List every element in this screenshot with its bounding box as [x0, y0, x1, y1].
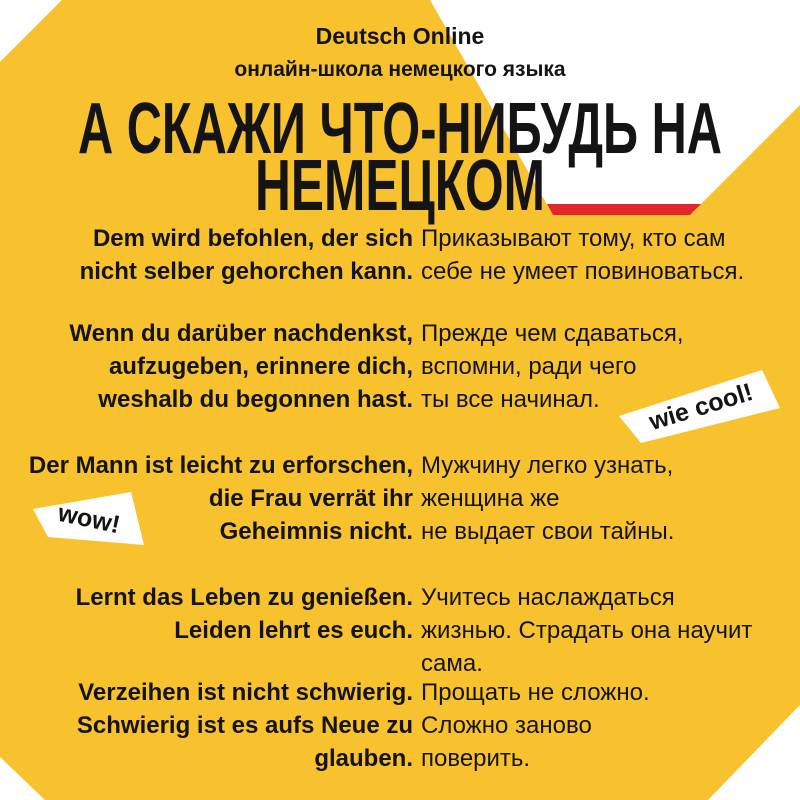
russian-line: вспомни, ради чего: [421, 353, 637, 380]
russian-line: ты все начинал.: [421, 386, 600, 413]
german-line: Leiden lehrt es euch.: [174, 617, 413, 644]
german-line: Dem wird befohlen, der sich: [92, 225, 413, 252]
sticker-wie-cool-text: wie cool!: [645, 377, 757, 437]
russian-line: поверить.: [421, 745, 531, 772]
german-line: Wenn du darüber nachdenkst,: [69, 320, 413, 347]
german-line: glauben.: [314, 745, 413, 772]
russian-line: Мужчину легко узнать,: [421, 452, 674, 479]
russian-line: Учитесь наслаждаться: [421, 584, 675, 611]
german-line: Der Mann ist leicht zu erforschen,: [28, 452, 413, 479]
german-line: nicht selber gehorchen kann.: [79, 258, 413, 285]
german-line: weshalb du begonnen hast.: [98, 386, 413, 413]
title-line-2: НЕМЕЦКОМ: [255, 146, 545, 226]
russian-line: сама.: [421, 650, 483, 677]
german-line: Lernt das Leben zu genießen.: [75, 584, 413, 611]
german-line: Verzeihen ist nicht schwierig.: [78, 679, 413, 706]
russian-line: Прощать не сложно.: [421, 679, 650, 706]
sticker-wow: [33, 492, 144, 545]
russian-line: Прежде чем сдаваться,: [421, 320, 684, 347]
german-line: aufzugeben, erinnere dich,: [108, 353, 413, 380]
brand-name: Deutsch Online: [315, 23, 485, 49]
german-line: Geheimnis nicht.: [219, 518, 413, 545]
german-line: Schwierig ist es aufs Neue zu: [76, 712, 413, 739]
sticker-wow-text: wow!: [55, 498, 123, 540]
russian-line: жизнью. Страдать она научит: [421, 617, 753, 644]
german-line: die Frau verrät ihr: [208, 485, 413, 512]
russian-line: не выдает свои тайны.: [421, 518, 675, 545]
title-line-1: А СКАЖИ ЧТО-НИБУДЬ НА: [78, 89, 722, 169]
russian-line: Приказывают тому, кто сам: [421, 225, 726, 252]
sticker-wie-cool: [619, 370, 780, 443]
russian-line: женщина же: [421, 485, 560, 512]
russian-line: себе не умеет повиноваться.: [421, 258, 745, 285]
russian-line: Сложно заново: [421, 712, 592, 739]
brand-tagline: онлайн-школа немецкого языка: [234, 58, 566, 81]
